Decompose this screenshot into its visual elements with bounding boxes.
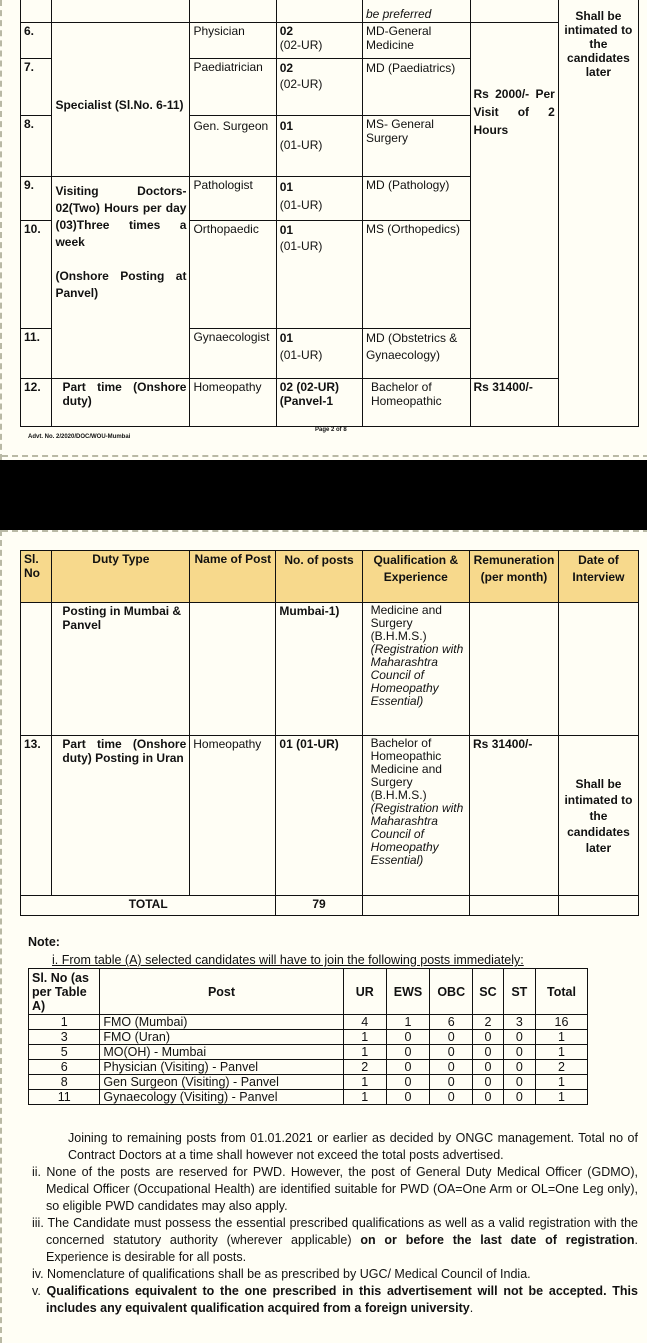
posts-count: Mumbai-1) <box>276 603 362 736</box>
sl-no: 11. <box>21 329 52 379</box>
table-row: 5 MO(OH) - Mumbai 1 0 0 0 0 1 <box>29 1045 588 1060</box>
sl-no: 10. <box>21 221 52 329</box>
remuneration: Rs 31400/- <box>470 736 559 896</box>
page-edge <box>2 530 647 532</box>
sl-no: 13. <box>21 736 52 896</box>
note-title: Note: <box>28 935 60 949</box>
qualification: Bachelor of Homeopathic Medicine and Surgery (B.H.M.S.) (Registration with Maharashtra Council of Homeopathy Essential) <box>362 736 469 896</box>
qualification: MD (Pathology) <box>362 177 470 221</box>
total-value: 79 <box>276 896 362 916</box>
posts-count: 01 (01-UR) <box>276 221 362 329</box>
col-header: Duty Type <box>52 551 190 603</box>
joining-table <box>28 968 588 1105</box>
note-v: v. Qualifications equivalent to the one prescribed in this advertisement will not be accepted. This includes any equivalent qualification acquired from a foreign university. <box>32 1284 638 1315</box>
sl-no: 7. <box>21 59 52 116</box>
duty-type: Posting in Mumbai & Panvel <box>52 603 190 736</box>
sub-header: OBC <box>430 969 473 1015</box>
sl-no: 9. <box>21 177 52 221</box>
posts-count: 01 (01-UR) <box>276 116 362 177</box>
col-header: Sl. No <box>21 551 52 603</box>
qualification: Bachelor of Homeopathic <box>362 379 470 427</box>
sub-header: Sl. No (as per Table A) <box>29 969 100 1015</box>
post-name: Orthopaedic <box>190 221 276 329</box>
table-row: 1 FMO (Mumbai) 4 1 6 2 3 16 <box>29 1015 588 1030</box>
post-name: Homeopathy <box>190 736 276 896</box>
sub-header: EWS <box>386 969 429 1015</box>
col-header: Date of Interview <box>558 551 638 603</box>
qualification: MD (Obstetrics & Gynaecology) <box>362 329 470 379</box>
remuneration: Rs 31400/- <box>470 379 558 427</box>
col-header: No. of posts <box>276 551 362 603</box>
specialist-duty: Specialist (Sl.No. 6-11) <box>52 23 190 177</box>
interview-date: Shall be intimated to the candidates later <box>558 0 638 427</box>
qualification: MD (Paediatrics) <box>362 59 470 116</box>
qualification: MD-General Medicine <box>362 23 470 59</box>
interview-date: Shall be intimated to the candidates later <box>558 736 638 896</box>
qualification: MS- General Surgery <box>362 116 470 177</box>
note-ii: ii. None of the posts are reserved for PWD. However, the post of General Duty Medical Officer (GDMO), Medical Officer (Occupational Health) are identified suitable for PWD (OA=One Arm or OL=One Leg only), so eligible PWD candidates may also apply. <box>32 1165 638 1213</box>
table-row: 3 FMO (Uran) 1 0 0 0 0 1 <box>29 1030 588 1045</box>
duty-type: Part time (Onshore duty) Posting in Uran <box>52 736 190 896</box>
posts-count: 01 (01-UR) <box>276 736 362 896</box>
total-label: TOTAL <box>21 896 276 916</box>
page-1 <box>0 0 647 460</box>
page-number: Page 2 of 8 <box>315 427 347 433</box>
notes <box>32 1130 638 1317</box>
posts-count: 01 (01-UR) <box>276 329 362 379</box>
note-i: i. From table (A) selected candidates will have to join the following posts immediately: <box>52 953 524 967</box>
table-row: 11 Gynaecology (Visiting) - Panvel 1 0 0 0 0 1 <box>29 1090 588 1105</box>
duty-type: Part time (Onshore duty) <box>52 379 190 427</box>
post-name: Paediatrician <box>190 59 276 116</box>
advt-number: Advt. No. 2/2020/DOC/WOU-Mumbai <box>28 434 131 440</box>
col-header: Name of Post <box>190 551 276 603</box>
post-name: Homeopathy <box>190 379 276 427</box>
posts-count: 02 (02-UR) (Panvel-1 <box>276 379 362 427</box>
table-row: 8 Gen Surgeon (Visiting) - Panvel 1 0 0 0 0 1 <box>29 1075 588 1090</box>
sub-header: Total <box>536 969 588 1015</box>
posts-table-continued <box>20 0 639 427</box>
qualification: Medicine and Surgery (B.H.M.S.) (Registration with Maharashtra Council of Homeopathy Essential) <box>362 603 469 736</box>
post-name: Gen. Surgeon <box>190 116 276 177</box>
note-joining: Joining to remaining posts from 01.01.2021 or earlier as decided by ONGC management. Total no of Contract Doctors at a time shall however not exceed the total posts advertised. <box>68 1131 638 1162</box>
page-2 <box>0 530 647 1343</box>
cut-text: be preferred <box>362 0 470 23</box>
note-iii: iii. The Candidate must possess the essential prescribed qualifications as well as a valid registration with the concerned statutory authority (wherever applicable) on or before the last date of registration. Experience is desirable for all posts. <box>32 1216 638 1264</box>
visiting-remuneration: Rs 2000/- Per Visit of 2 Hours <box>470 23 558 379</box>
sub-header: Post <box>100 969 343 1015</box>
sl-no: 6. <box>21 23 52 59</box>
col-header: Remuneration (per month) <box>470 551 559 603</box>
posts-count: 01 (01-UR) <box>276 177 362 221</box>
table-row: 6 Physician (Visiting) - Panvel 2 0 0 0 0 2 <box>29 1060 588 1075</box>
post-name: Physician <box>190 23 276 59</box>
sub-header: SC <box>473 969 503 1015</box>
sl-no: 8. <box>21 116 52 177</box>
post-name: Gynaecologist <box>190 329 276 379</box>
qualification: MS (Orthopedics) <box>362 221 470 329</box>
posts-count: 02 (02-UR) <box>276 23 362 59</box>
posts-table <box>20 550 639 916</box>
sub-header: UR <box>343 969 386 1015</box>
page-separator <box>0 460 647 530</box>
visiting-duty: Visiting Doctors- 02(Two) Hours per day (03)Three times a week (Onshore Posting at Panvel) <box>52 177 190 379</box>
note-iv: iv. Nomenclature of qualifications shall be as prescribed by UGC/ Medical Council of India. <box>32 1267 531 1281</box>
posts-count: 02 (02-UR) <box>276 59 362 116</box>
page-edge <box>2 455 647 457</box>
col-header: Qualification & Experience <box>362 551 469 603</box>
sl-no: 12. <box>21 379 52 427</box>
sub-header: ST <box>503 969 535 1015</box>
post-name: Pathologist <box>190 177 276 221</box>
